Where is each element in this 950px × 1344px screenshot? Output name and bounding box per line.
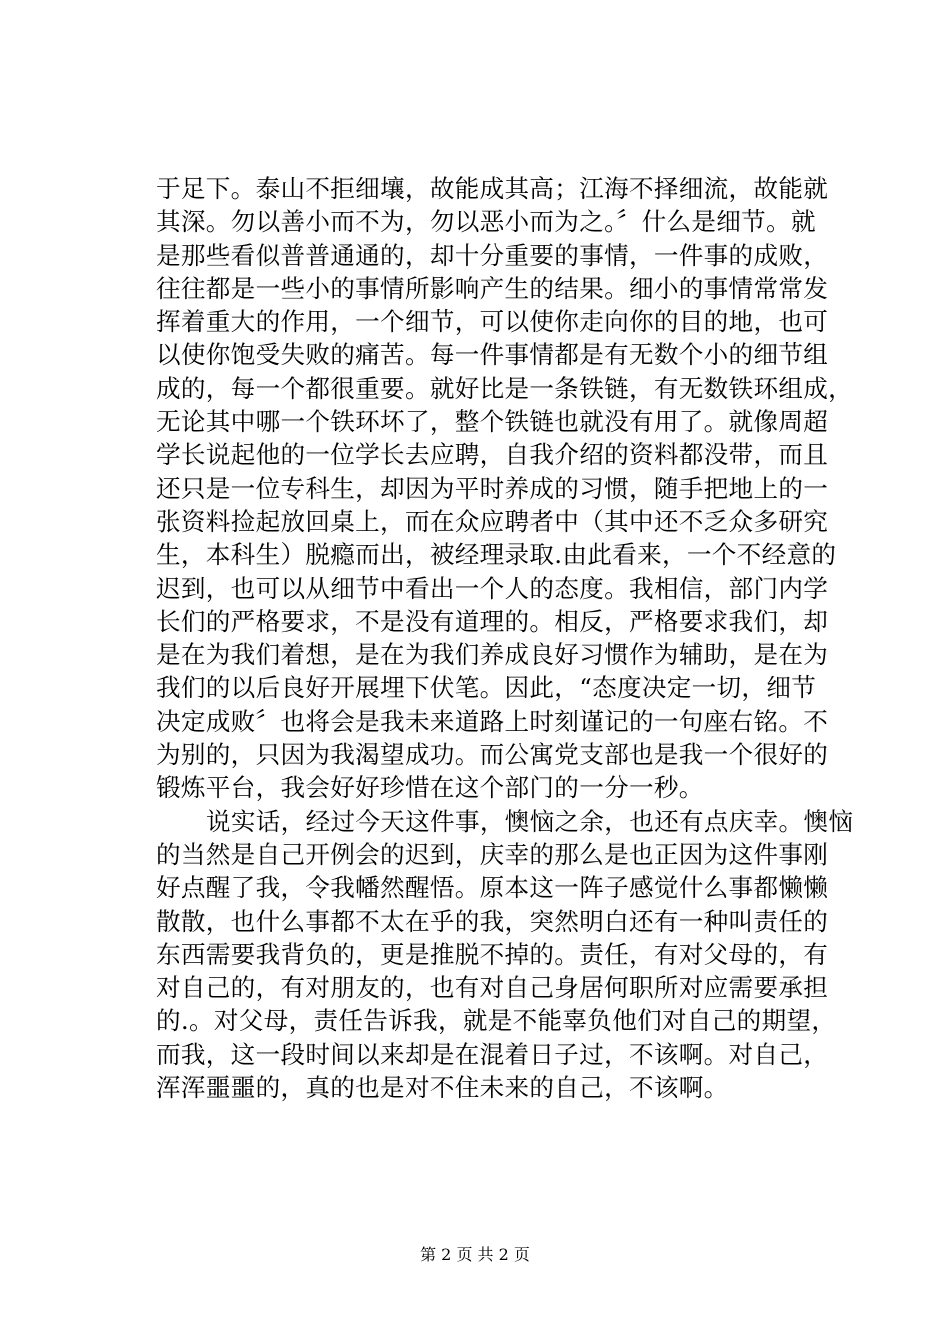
text-line: 浑浑噩噩的，真的也是对不住未来的自己，不该啊。 bbox=[156, 1073, 729, 1103]
text-line: 长们的严格要求，不是没有道理的。相反，严格要求我们，却 bbox=[156, 606, 829, 636]
text-line: 说实话，经过今天这件事，懊恼之余，也还有点庆幸。懊恼 bbox=[206, 806, 854, 836]
text-line: 迟到，也可以从细节中看出一个人的态度。我相信，部门内学 bbox=[156, 573, 829, 603]
page-footer: 第 2 页 共 2 页 bbox=[420, 1245, 530, 1264]
text-line: 好点醒了我，令我幡然醒悟。原本这一阵子感觉什么事都懒懒 bbox=[156, 873, 829, 903]
text-line: 而我，这一段时间以来却是在混着日子过，不该啊。对自己， bbox=[156, 1039, 829, 1069]
text-line: 对自己的，有对朋友的，也有对自己身居何职所对应需要承担 bbox=[156, 973, 829, 1003]
text-line: 无论其中哪一个铁环坏了，整个铁链也就没有用了。就像周超 bbox=[156, 407, 829, 437]
text-line: 张资料捡起放回桌上，而在众应聘者中（其中还不乏众多研究 bbox=[156, 506, 829, 536]
text-line: 成的，每一个都很重要。就好比是一条铁链，有无数铁环组成， bbox=[156, 373, 854, 403]
text-line: 的当然是自己开例会的迟到，庆幸的那么是也正因为这件事刚 bbox=[156, 839, 829, 869]
text-line: 生，本科生）脱瘾而出，被经理录取.由此看来，一个不经意的 bbox=[156, 540, 837, 570]
text-line: 的.。对父母，责任告诉我，就是不能辜负他们对自己的期望， bbox=[156, 1006, 837, 1036]
text-line: 往往都是一些小的事情所影响产生的结果。细小的事情常常发 bbox=[156, 273, 829, 303]
text-line: 学长说起他的一位学长去应聘，自我介绍的资料都没带，而且 bbox=[156, 440, 829, 470]
text-line: 于足下。泰山不拒细壤，故能成其高；江海不择细流，故能就 bbox=[156, 174, 829, 203]
text-line: 是在为我们着想，是在为我们养成良好习惯作为辅助，是在为 bbox=[156, 640, 829, 670]
text-line: 散散，也什么事都不太在乎的我，突然明白还有一种叫责任的 bbox=[156, 906, 829, 936]
text-line: 东西需要我背负的，更是推脱不掉的。责任，有对父母的，有 bbox=[156, 939, 829, 969]
text-line: 为别的，只因为我渴望成功。而公寓党支部也是我一个很好的 bbox=[156, 740, 829, 770]
text-line: 是那些看似普普通通的，却十分重要的事情，一件事的成败， bbox=[156, 240, 829, 270]
document-body bbox=[156, 172, 854, 1104]
text-line: 以使你饱受失败的痛苦。每一件事情都是有无数个小的细节组 bbox=[156, 340, 829, 370]
text-line: 决定成败〞也将会是我未来道路上时刻谨记的一句座右铭。不 bbox=[156, 706, 829, 736]
text-line: 挥着重大的作用，一个细节，可以使你走向你的目的地，也可 bbox=[156, 307, 829, 337]
text-line: 我们的以后良好开展埋下伏笔。因此，“态度决定一切，细节 bbox=[156, 673, 817, 703]
text-line: 锻炼平台，我会好好珍惜在这个部门的一分一秒。 bbox=[156, 773, 704, 803]
text-line: 其深。勿以善小而不为，勿以恶小而为之。〞什么是细节。就 bbox=[156, 207, 816, 237]
text-line: 还只是一位专科生，却因为平时养成的习惯，随手把地上的一 bbox=[156, 473, 829, 503]
